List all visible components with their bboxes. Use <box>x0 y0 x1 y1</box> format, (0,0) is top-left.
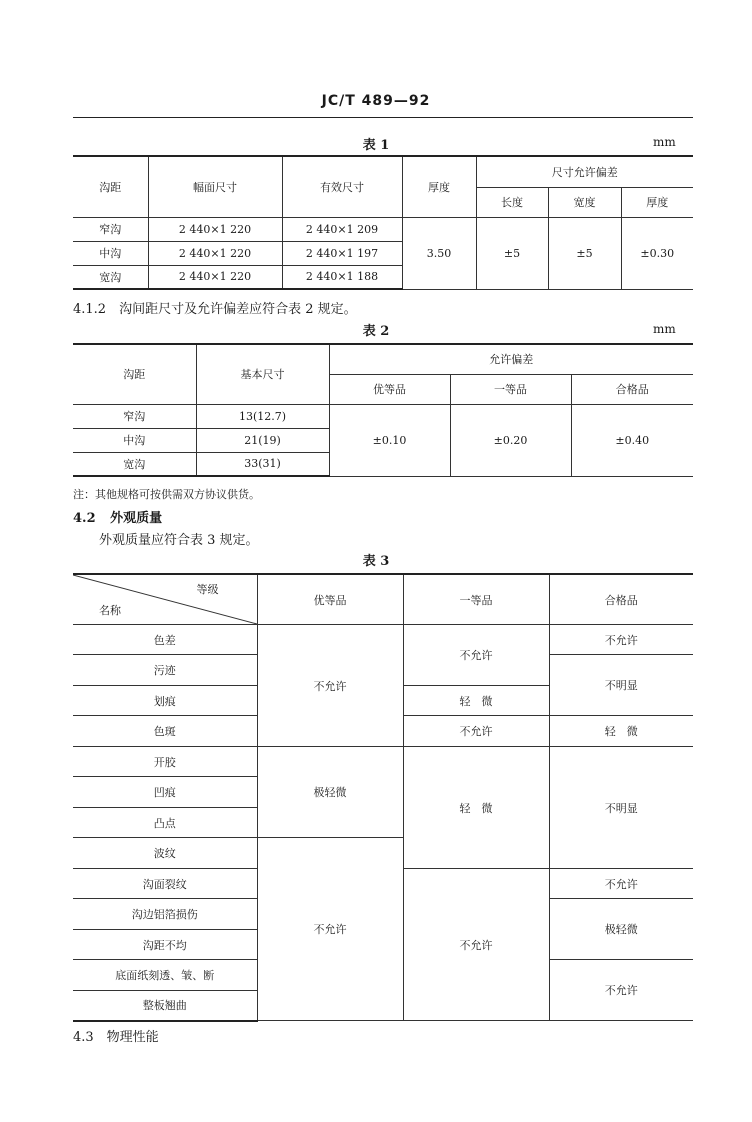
table2 <box>73 343 693 477</box>
t1-thickness-value: 3.50 <box>402 217 476 289</box>
table-row <box>73 625 693 655</box>
section-4-3: 4.3 物理性能 <box>73 1030 159 1045</box>
t3-header-qualified: 合格品 <box>549 574 693 625</box>
t3-item: 划痕 <box>73 686 257 716</box>
t1-row-size: 2 440×1 220 <box>148 265 282 289</box>
t1-tol-width: ±5 <box>548 217 621 289</box>
t3-name-label: 名称 <box>99 604 121 617</box>
table3 <box>73 573 693 1022</box>
table2-caption: 表 2 <box>362 324 390 339</box>
t2-tol-qualified: ±0.40 <box>571 404 693 476</box>
t3-item: 色斑 <box>73 716 257 747</box>
t1-row-name: 中沟 <box>73 241 148 265</box>
t1-header-goujv: 沟距 <box>73 156 148 217</box>
t2-row-size: 33(31) <box>196 452 329 476</box>
t1-row-effective: 2 440×1 197 <box>282 241 402 265</box>
table2-unit: mm <box>653 322 676 336</box>
section-4-2-heading <box>73 507 162 526</box>
t3-qualified-not-allowed: 不允许 <box>549 960 693 1021</box>
t1-row-name: 宽沟 <box>73 265 148 289</box>
t2-header-basic-size: 基本尺寸 <box>196 344 329 404</box>
t3-qualified-very-slight: 极轻微 <box>549 899 693 960</box>
t1-row-effective: 2 440×1 209 <box>282 217 402 241</box>
table1-unit: mm <box>653 135 676 149</box>
section-4-2-text: 外观质量应符合表 3 规定。 <box>99 533 259 548</box>
t3-qualified-slight: 轻 微 <box>549 716 693 747</box>
t3-grade-label: 等级 <box>196 583 219 596</box>
t2-row-name: 窄沟 <box>73 404 196 428</box>
t3-item: 开胶 <box>73 747 257 777</box>
t1-header-size: 幅面尺寸 <box>148 156 282 217</box>
table-row <box>73 747 693 777</box>
t1-header-tol-thickness: 厚度 <box>621 187 693 217</box>
t3-header-first: 一等品 <box>403 574 549 625</box>
section-4-1-2: 4.1.2 沟间距尺寸及允许偏差应符合表 2 规定。 <box>73 302 357 317</box>
t3-premium-not-allowed: 不允许 <box>257 625 403 747</box>
t2-tol-premium: ±0.10 <box>329 404 450 476</box>
section-number: 4.2 <box>73 511 96 526</box>
t3-item: 底面纸刻透、皱、断 <box>73 960 257 991</box>
t2-row-size: 13(12.7) <box>196 404 329 428</box>
table-row <box>73 404 693 428</box>
t3-item: 沟边铝箔损伤 <box>73 899 257 930</box>
table-row <box>73 217 693 241</box>
t1-row-size: 2 440×1 220 <box>148 217 282 241</box>
t1-tol-thickness: ±0.30 <box>621 217 693 289</box>
t3-item: 污迹 <box>73 655 257 686</box>
t1-header-tolerance: 尺寸允许偏差 <box>476 156 693 187</box>
t1-header-effective: 有效尺寸 <box>282 156 402 217</box>
t3-item: 波纹 <box>73 838 257 869</box>
t2-header-goujv: 沟距 <box>73 344 196 404</box>
t3-item: 沟距不均 <box>73 930 257 960</box>
t2-tol-first: ±0.20 <box>450 404 571 476</box>
t3-diagonal-header <box>73 574 257 625</box>
t3-qualified-not-obvious: 不明显 <box>549 655 693 716</box>
t3-item: 沟面裂纹 <box>73 869 257 899</box>
t3-qualified-not-allowed: 不允许 <box>549 869 693 899</box>
t1-row-effective: 2 440×1 188 <box>282 265 402 289</box>
t3-item: 整板翘曲 <box>73 991 257 1021</box>
t1-row-name: 窄沟 <box>73 217 148 241</box>
table1-caption: 表 1 <box>362 138 390 153</box>
t3-qualified-not-allowed: 不允许 <box>549 625 693 655</box>
t2-row-size: 21(19) <box>196 428 329 452</box>
t3-item: 凸点 <box>73 808 257 838</box>
t2-header-tolerance: 允许偏差 <box>329 344 693 374</box>
t1-header-length: 长度 <box>476 187 548 217</box>
t2-row-name: 宽沟 <box>73 452 196 476</box>
t2-header-premium: 优等品 <box>329 374 450 404</box>
t3-first-not-allowed: 不允许 <box>403 716 549 747</box>
header-rule <box>73 117 693 118</box>
t3-qualified-not-obvious: 不明显 <box>549 747 693 869</box>
t2-header-qualified: 合格品 <box>571 374 693 404</box>
document-header: JC/T 489—92 <box>321 93 431 109</box>
t3-first-slight: 轻 微 <box>403 686 549 716</box>
t3-first-not-allowed: 不允许 <box>403 625 549 686</box>
t1-header-width: 宽度 <box>548 187 621 217</box>
t1-row-size: 2 440×1 220 <box>148 241 282 265</box>
t3-premium-not-allowed: 不允许 <box>257 838 403 1021</box>
t2-header-first: 一等品 <box>450 374 571 404</box>
t3-first-slight: 轻 微 <box>403 747 549 869</box>
t2-row-name: 中沟 <box>73 428 196 452</box>
t3-item: 凹痕 <box>73 777 257 808</box>
section-title: 外观质量 <box>110 511 163 526</box>
t3-header-premium: 优等品 <box>257 574 403 625</box>
t1-header-thickness: 厚度 <box>402 156 476 217</box>
t3-premium-very-slight: 极轻微 <box>257 747 403 838</box>
table3-caption: 表 3 <box>362 554 390 569</box>
t3-item: 色差 <box>73 625 257 655</box>
table1 <box>73 155 693 290</box>
table2-note: 注：其他规格可按供需双方协议供货。 <box>73 488 260 501</box>
t3-first-not-allowed: 不允许 <box>403 869 549 1021</box>
t1-tol-length: ±5 <box>476 217 548 289</box>
